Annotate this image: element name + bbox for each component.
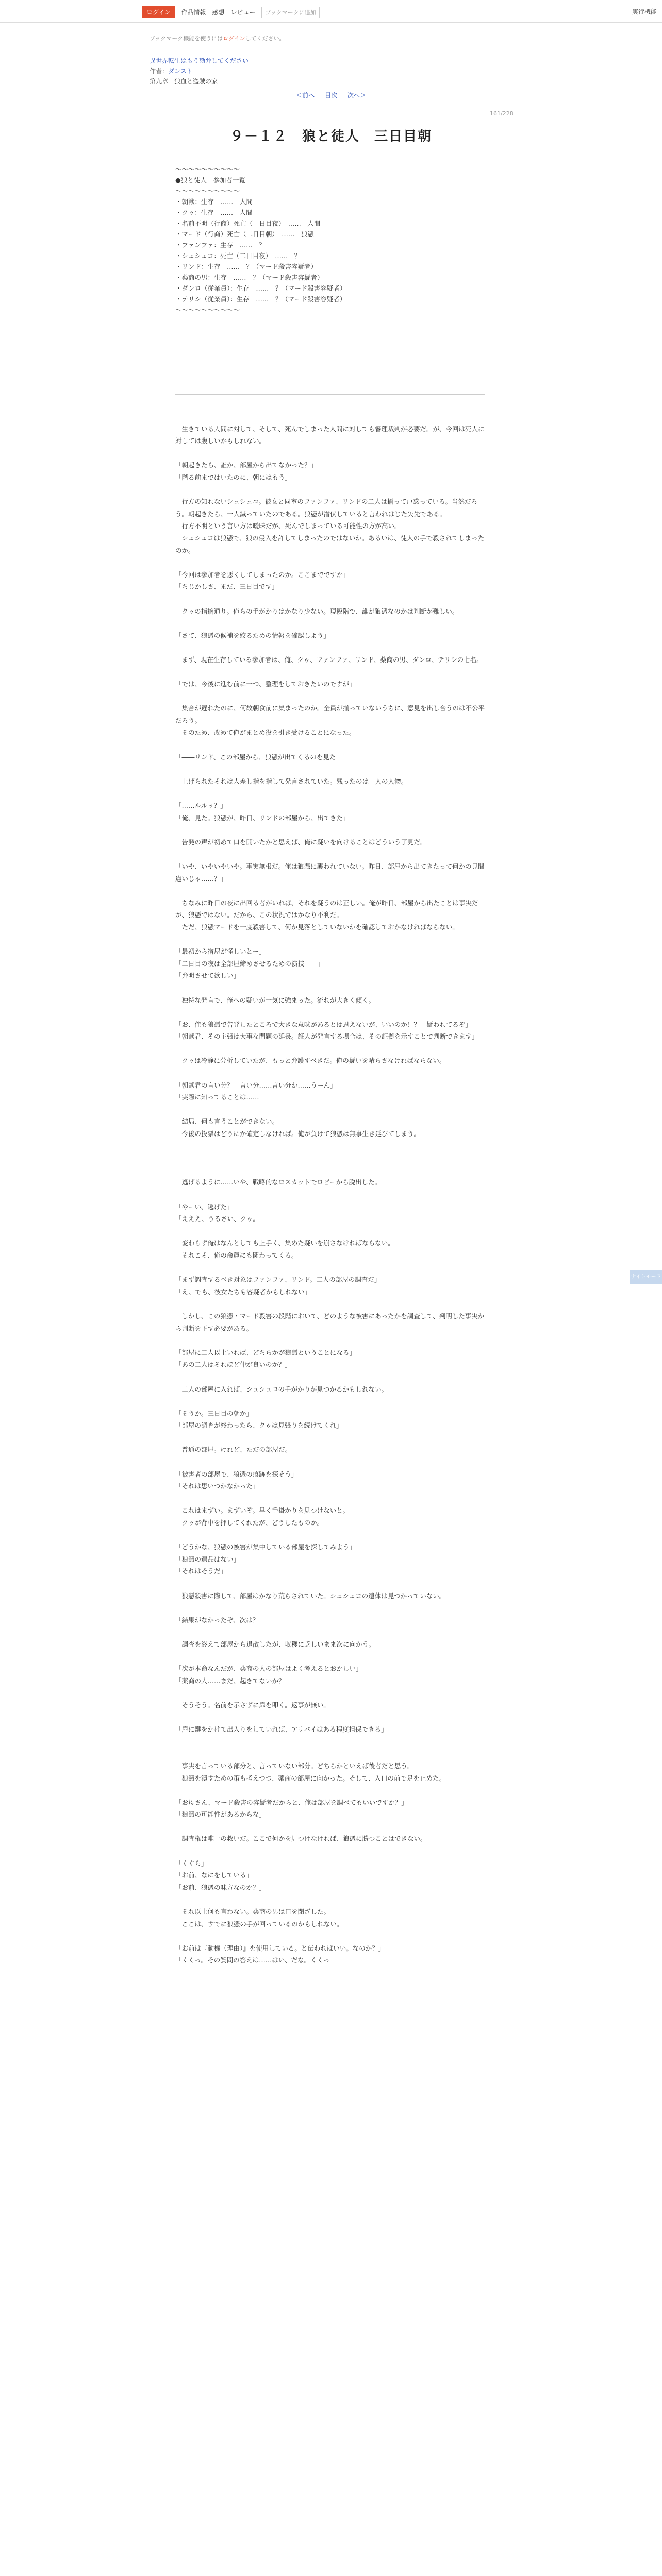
body-paragraph	[175, 763, 485, 775]
participant-line: ・名前不明（行商）死亡（一日目夜） …… 人間	[175, 219, 321, 227]
pager-top	[0, 91, 662, 99]
body-paragraph: 生きている人間に対して、そして、死んでしまった人間に対しても審理裁判が必要だ。が、今回は死人に対しては腹しいかもしれない。	[175, 425, 485, 445]
participant-line: ・ファンファ：生存 …… ？	[175, 241, 266, 249]
body-paragraph: そのため、改めて俺がまとめ役を引き受けることになった。	[175, 728, 356, 737]
body-paragraph: 二人の部屋に入れば、シュシュコの手がかりが見つかるかもしれない。	[175, 1385, 388, 1393]
episode-title: ９－１２ 狼と徒人 三日目朝	[229, 129, 432, 144]
body-paragraph: それこそ、俺の命運にも関わってくる。	[175, 1251, 298, 1259]
nav-impressions[interactable]: 感想	[212, 9, 225, 16]
body-paragraph: 狼憑殺害に際して、部屋はかなり荒らされていた。シュシュコの遺体は見つかっていない。	[175, 1591, 446, 1600]
body-paragraph: 「朝起きたら、誰か、部屋から出てなかった？」	[175, 461, 318, 469]
body-paragraph	[175, 1784, 485, 1797]
author-label: 作者：	[150, 67, 169, 75]
body-paragraph: 「被害者の部屋で、狼憑の痕跡を探そう」	[175, 1470, 298, 1478]
body-paragraph: ただ、狼憑マードを一度殺害して、何か見落としていないかを確認しておかなければならない。	[175, 923, 459, 931]
participant-line: ・薬商の男：生存 …… ？（マード殺害容疑者）	[175, 274, 324, 281]
participant-line: ～～～～～～～～～～	[175, 165, 240, 173]
body-paragraph	[175, 1930, 485, 1942]
body-paragraph: 独特な発言で、俺への疑いが一気に強まった。流れが大きく傾く。	[175, 996, 375, 1004]
body-paragraph: 「それは思いつかなかった」	[175, 1482, 259, 1490]
body-paragraph: 「お母さん、マード殺害の容疑者だからと、俺は部屋を調べてもいいですか？」	[175, 1798, 408, 1806]
body-paragraph: 「今回は参加者を悪くしてしまったのか。ここまでですか」	[175, 570, 350, 579]
body-paragraph	[175, 1529, 485, 1541]
body-paragraph: まず、現在生存している参加者は、俺、クゥ、ファンファ、リンド、薬商の男、ダンロ、テリシの七名。	[175, 655, 483, 664]
body-paragraph: 「お前、狼憑の味方なのか？」	[175, 1883, 266, 1891]
body-paragraph	[175, 1711, 485, 1724]
body-paragraph	[175, 1893, 485, 1906]
body-paragraph	[175, 1225, 485, 1238]
nav-reviews[interactable]: レビュー	[230, 9, 256, 16]
body-paragraph: 「朝獣君の言い分？ 言い分……言い分か……うーん」	[175, 1081, 337, 1089]
participant-line: ・テリシ（従業員）：生存 …… ？（マード殺害容疑者）	[175, 295, 346, 303]
body-paragraph	[175, 690, 485, 703]
body-paragraph: 狼憑を潰すための策も考えつつ、薬商の部屋に向かった。そして、入口の前で足を止めた。	[175, 1774, 446, 1782]
body-paragraph	[175, 1140, 485, 1153]
body-paragraph: クゥが背中を押してくれたが、どうしたものか。	[175, 1519, 324, 1527]
body-paragraph: 「――リンド、この部屋から、狼憑が出てくるのを見た」	[175, 753, 342, 761]
body-paragraph: ちなみに昨日の夜に出回る者がいれば、それを疑うのは正しい。俺が昨日、部屋から出たことは事実だが、狼憑ではない。だから、この状況ではかなり不利だ。	[175, 899, 478, 919]
body-paragraph: 「二日目の夜は全部屋締めさせるための演技――」	[175, 959, 324, 968]
chapter-title: 第九章 狼血と盗賊の家	[150, 78, 218, 85]
top-bar	[0, 0, 662, 23]
series-author	[150, 66, 249, 76]
body-paragraph	[175, 1748, 485, 1760]
bookmark-notice	[150, 34, 285, 42]
body-paragraph: 「くぐら」	[175, 1859, 208, 1867]
divider	[175, 394, 485, 395]
body-paragraph	[175, 1578, 485, 1590]
body-paragraph	[175, 1189, 485, 1201]
body-paragraph	[175, 982, 485, 994]
body-paragraph: クゥは冷静に分析していたが、もっと弁護すべきだ。俺の疑いを晴らさなければならない。	[175, 1057, 446, 1065]
body-paragraph: 「狼憑の可能性があるからな」	[175, 1810, 266, 1819]
body-paragraph: 「扉に鍵をかけて出入りをしていれば、アリバイはある程度担保できる」	[175, 1725, 388, 1734]
body-paragraph: 調査権は唯一の救いだ。ここで何かを見つけなければ、狼憑に勝つことはできない。	[175, 1835, 427, 1843]
body-paragraph	[175, 1845, 485, 1857]
bookmark-notice-login-link[interactable]: ログイン	[223, 35, 245, 42]
body-paragraph	[175, 1262, 485, 1274]
body-paragraph: 「え、でも、彼女たちも容疑者かもしれない」	[175, 1287, 311, 1296]
body-paragraph: 「お、俺も狼憑で告発したところで大きな意味があるとは思えないが、いいのか！？ 疑われてるぞ」	[175, 1020, 472, 1028]
series-info	[150, 56, 249, 87]
menu-link[interactable]: 実行機能	[632, 8, 657, 15]
body-paragraph: 「弁明させて欲しい」	[175, 972, 240, 980]
body-paragraph: 集合が遅れたのに、何故朝食前に集まったのか。全員が揃っていないうちに、意見を出し合うのは不公平だろう。	[175, 704, 485, 724]
body-paragraph	[175, 848, 485, 860]
prev-link[interactable]: ＜前へ	[296, 92, 315, 99]
body-paragraph: 今後の投票はどうにか確定しなければ。俺が負けて狼憑は無事生き延びてしまう。	[175, 1130, 421, 1138]
body-paragraph: 「部屋の調査が終わったら、クゥは見張りを続けてくれ」	[175, 1421, 343, 1430]
body-paragraph: 「……ルルッ？」	[175, 802, 227, 809]
body-paragraph: 「えええ、うるさい、クゥ。」	[175, 1215, 263, 1223]
body-paragraph	[175, 885, 485, 897]
body-paragraph: 逃げるように……いや、戦略的なロスカットでロビーから脱出した。	[175, 1178, 382, 1187]
body-paragraph	[175, 556, 485, 569]
body-paragraph: 「階る前まではいたのに、朝にはもう」	[175, 473, 292, 481]
body-paragraph	[175, 593, 485, 605]
body-paragraph: 「実際に知ってることは……」	[175, 1093, 266, 1101]
body-paragraph: 「まず調査するべき対象はファンファ、リンド。二人の部屋の調査だ」	[175, 1276, 381, 1284]
bookmark-notice-suffix: してください。	[245, 35, 285, 42]
body-paragraph: 「さて、狼憑の候補を絞るための情報を確認しよう」	[175, 631, 330, 639]
body-paragraph: 調査を終えて部屋から退散したが、収穫に乏しいまま次に向かう。	[175, 1640, 375, 1648]
body-paragraph: 「いや、いやいやいや。事実無根だ。俺は狼憑に襲われていない。昨日、部屋から出てきたって何かの見間違いじゃ……？」	[175, 862, 485, 883]
body-paragraph: 上げられたそれは人差し指を指して発言されていた。残ったのは一人の人物。	[175, 777, 408, 785]
body-paragraph	[175, 1298, 485, 1310]
participant-line: ～～～～～～～～～～	[175, 306, 240, 314]
body-paragraph	[175, 617, 485, 630]
participant-line: ・朝獣：生存 …… 人間	[175, 198, 253, 206]
body-paragraph: ここは、すでに狼憑の手が回っているのかもしれない。	[175, 1920, 343, 1928]
body-paragraph: 告発の声が初めて口を開いたかと思えば、俺に疑いを向けることはどういう了見だ。	[175, 838, 427, 846]
body-paragraph	[175, 1152, 485, 1164]
body-paragraph: 「どうかな、狼憑の被害が集中している部屋を探してみよう」	[175, 1543, 356, 1551]
nav-work-info[interactable]: 作品情報	[181, 9, 206, 16]
body-paragraph: しかし、この狼憑・マード殺害の段階において、どのような被害にあったかを調査して、判明した事実から判断を下す必要がある。	[175, 1312, 485, 1332]
body-paragraph	[175, 1651, 485, 1663]
body-paragraph	[175, 1334, 485, 1347]
body-paragraph: 「狼憑の遺品はない」	[175, 1555, 240, 1563]
body-paragraph	[175, 1371, 485, 1383]
toc-link[interactable]: 目次	[324, 92, 337, 99]
body-paragraph: 普通の部屋。けれど、ただの部屋だ。	[175, 1446, 292, 1454]
body-paragraph: 事実を言っている部分と、言っていない部分。どちらかといえば後者だと思う。	[175, 1761, 414, 1770]
body-paragraph: 「朝獣君、その主張は大事な問題の延長。証人が発言する場合は、その証拠を示すことで判断できます」	[175, 1032, 478, 1041]
body-paragraph: 「薬商の人……まだ、起きてないか？」	[175, 1676, 292, 1685]
next-link[interactable]: 次へ＞	[347, 92, 366, 99]
add-bookmark-button[interactable]: ブックマークに追加	[261, 7, 319, 18]
body-paragraph: 変わらず俺はなんとしても上手く、集めた疑いを崩さなければならない。	[175, 1239, 394, 1247]
episode-count: 161/228	[490, 110, 514, 117]
body-paragraph: 「やーい、逃げた」	[175, 1202, 234, 1211]
participant-line: ・リンド：生存 …… ？（マード殺害容疑者）	[175, 263, 318, 270]
body-paragraph	[175, 1006, 485, 1019]
login-button[interactable]: ログイン	[142, 6, 175, 18]
bookmark-notice-prefix: ブックマーク機能を使うには	[150, 35, 223, 42]
body-paragraph: 行方不明という言い方は曖昧だが、死んでしまっている可能性の方が高い。	[175, 522, 401, 530]
body-paragraph	[175, 1432, 485, 1444]
body-paragraph: 結局、何も言うことができない。	[175, 1117, 279, 1126]
body-paragraph: 「最初から宿屋が怪しいとー」	[175, 947, 266, 956]
body-paragraph: 「結果がなかったぞ、次は？」	[175, 1616, 266, 1624]
body-paragraph: 行方の知れないシュシュコ。彼女と同室のファンファ、リンドの二人は揃って戸惑っている。当然だろう。朝起きたら、一人減っていたのである。狼憑が潜伏していると言われはじた矢先である。	[175, 498, 478, 518]
body-paragraph: 「そうか。三日目の朝か」	[175, 1409, 253, 1417]
series-title[interactable]: 異世界転生はもう勘弁してください	[150, 57, 249, 64]
body-paragraph	[175, 1104, 485, 1116]
body-paragraph	[175, 1493, 485, 1505]
body-paragraph: 「次が本命なんだが、薬商の人の部屋はよく考えるとおかしい」	[175, 1665, 362, 1673]
body-paragraph	[175, 1626, 485, 1638]
body-paragraph: 「お前、なにをしている」	[175, 1871, 253, 1879]
body-paragraph	[175, 666, 485, 678]
body-paragraph: クゥの指摘通り。俺らの手がかりはかなり少ない。現段階で、誰が狼憑なのかは判断が難しい。	[175, 607, 459, 615]
body-paragraph	[175, 1456, 485, 1468]
body-paragraph	[175, 1067, 485, 1079]
body-paragraph	[175, 1736, 485, 1748]
participant-list	[175, 164, 485, 315]
body-paragraph: 「では、今後に進む前に一つ、整理をしておきたいのですが」	[175, 680, 356, 688]
participant-line: ・マード（行商）死亡（二日目朝） …… 狼憑	[175, 230, 314, 238]
episode-body	[175, 411, 485, 1967]
body-paragraph	[175, 447, 485, 460]
body-paragraph: シュシュコは狼憑で、狼の侵入を許してしまったのではないか。あるいは、徒人の手で殺されてしまったのか。	[175, 534, 485, 554]
participant-line: ●狼と徒人 参加者一覧	[175, 176, 245, 184]
participant-line: ～～～～～～～～～～	[175, 187, 240, 195]
body-paragraph	[175, 641, 485, 654]
body-paragraph	[175, 1164, 485, 1177]
body-paragraph	[175, 1821, 485, 1833]
body-paragraph	[175, 934, 485, 946]
body-paragraph	[175, 1395, 485, 1408]
body-paragraph	[175, 411, 485, 423]
author-link[interactable]: ダンスト	[168, 67, 193, 75]
body-paragraph: 「それはそうだ」	[175, 1567, 227, 1575]
body-paragraph: 「俺、見た。狼憑が、昨日、リンドの部屋から、出てきた」	[175, 814, 350, 822]
body-paragraph	[175, 484, 485, 496]
participant-line: ・ダンロ（従業員）：生存 …… ？（マード殺害容疑者）	[175, 284, 346, 292]
body-paragraph: そうそう。名前を示さずに扉を叩く。返事が無い。	[175, 1701, 330, 1709]
body-paragraph: 「部屋に二人以上いれば、どちらかが狼憑ということになる」	[175, 1348, 356, 1357]
body-paragraph: これはまずい。まずいぞ。早く手掛かりを見つけないと。	[175, 1506, 350, 1515]
body-paragraph: 「お前は『動機（理由）』を使用している。と伝わればいい。なのか？」	[175, 1944, 385, 1952]
body-paragraph	[175, 824, 485, 836]
body-paragraph: 「ちじかしさ、まだ、三日目です」	[175, 583, 278, 591]
body-paragraph	[175, 1602, 485, 1614]
body-paragraph	[175, 739, 485, 751]
body-paragraph: 「あの二人はそれほど仲が良いのか？」	[175, 1361, 292, 1369]
body-paragraph	[175, 1687, 485, 1699]
body-paragraph: 「くくっ。その質問の答えは……はい、だな。くくっ」	[175, 1956, 337, 1964]
participant-line: ・クゥ：生存 …… 人間	[175, 209, 253, 216]
night-mode-button[interactable]: ナイトモード	[630, 1270, 662, 1284]
body-paragraph	[175, 1043, 485, 1055]
body-paragraph: それ以上何も言わない。薬商の男は口を閉ざした。	[175, 1908, 330, 1916]
participant-line: ・シュシュコ：死亡（二日目夜） …… ？	[175, 252, 301, 260]
body-paragraph	[175, 787, 485, 800]
top-nav	[142, 6, 320, 18]
